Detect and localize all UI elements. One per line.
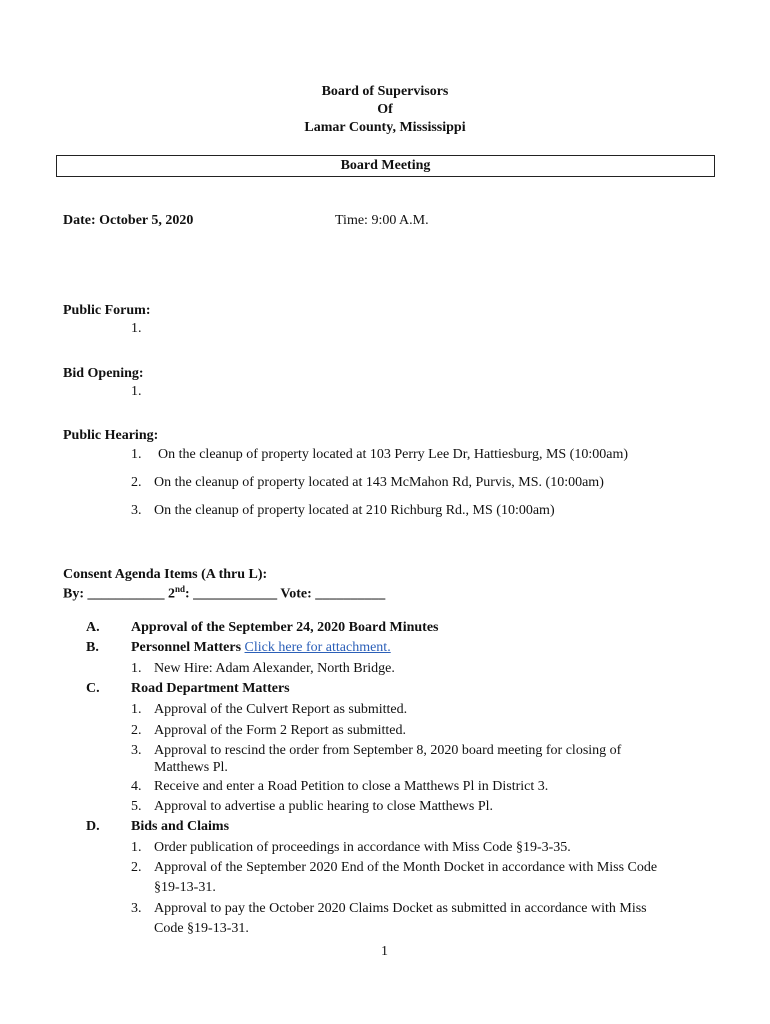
list-item-number: 1. [131, 840, 142, 855]
meeting-date: Date: October 5, 2020 [63, 213, 194, 228]
section-b-title: Personnel Matters [131, 640, 242, 655]
public-hearing-title: Public Hearing: [63, 428, 159, 443]
list-item-continuation: Matthews Pl. [154, 760, 228, 775]
list-item-number: 1. [131, 447, 142, 462]
list-item-number: 2. [131, 475, 142, 490]
list-item: New Hire: Adam Alexander, North Bridge. [154, 661, 395, 676]
list-item: Approval of the Culvert Report as submitted. [154, 702, 408, 717]
header-of: Of [377, 102, 393, 117]
nd-superscript: nd [175, 584, 186, 594]
page-number: 1 [381, 944, 388, 959]
bid-opening-title: Bid Opening: [63, 366, 144, 381]
list-item-number: 3. [131, 503, 142, 518]
consent-by-line [63, 584, 385, 603]
meeting-time: Time: 9:00 A.M. [335, 213, 429, 228]
list-item-number: 4. [131, 779, 142, 794]
section-letter: B. [86, 640, 99, 655]
header-county: Lamar County, Mississippi [304, 120, 466, 135]
list-item: Approval of the Form 2 Report as submitted. [154, 723, 406, 738]
attachment-link[interactable]: Click here for attachment. [244, 640, 391, 655]
list-item-number: 3. [131, 901, 142, 916]
section-a-title: Approval of the September 24, 2020 Board Minutes [131, 620, 439, 635]
section-c-title: Road Department Matters [131, 681, 290, 696]
list-item-continuation: §19-13-31. [154, 880, 216, 895]
section-letter: A. [86, 620, 100, 635]
section-letter: C. [86, 681, 100, 696]
section-d-title: Bids and Claims [131, 819, 230, 834]
list-item-number: 2. [131, 723, 142, 738]
list-item: On the cleanup of property located at 210 Richburg Rd., MS (10:00am) [154, 503, 555, 518]
section-letter: D. [86, 819, 100, 834]
list-item-number: 3. [131, 743, 142, 758]
list-item-continuation: Code §19-13-31. [154, 921, 249, 936]
list-item: On the cleanup of property located at 103 Perry Lee Dr, Hattiesburg, MS (10:00am) [158, 447, 628, 462]
list-item: Order publication of proceedings in accordance with Miss Code §19-3-35. [154, 840, 571, 855]
list-item: On the cleanup of property located at 143 McMahon Rd, Purvis, MS. (10:00am) [154, 475, 604, 490]
list-item-number: 1. [131, 661, 142, 676]
by-label: By: ___________ 2 [63, 586, 175, 602]
bid-opening-item-1: 1. [131, 384, 142, 399]
list-item-number: 1. [131, 702, 142, 717]
second-vote-label: : ____________ Vote: __________ [185, 586, 386, 602]
list-item: Approval to rescind the order from September 8, 2020 board meeting for closing of [154, 743, 622, 758]
public-forum-title: Public Forum: [63, 303, 151, 318]
board-meeting-box: Board Meeting [56, 155, 715, 177]
section-b-heading [131, 640, 391, 656]
list-item: Approval to pay the October 2020 Claims Docket as submitted in accordance with Miss [154, 901, 647, 916]
list-item: Receive and enter a Road Petition to close a Matthews Pl in District 3. [154, 779, 549, 794]
list-item: Approval to advertise a public hearing to close Matthews Pl. [154, 799, 494, 814]
list-item: Approval of the September 2020 End of the Month Docket in accordance with Miss Code [154, 860, 658, 875]
list-item-number: 2. [131, 860, 142, 875]
consent-agenda-title: Consent Agenda Items (A thru L): [63, 567, 268, 582]
public-forum-item-1: 1. [131, 321, 142, 336]
list-item-number: 5. [131, 799, 142, 814]
header-title: Board of Supervisors [321, 84, 449, 99]
